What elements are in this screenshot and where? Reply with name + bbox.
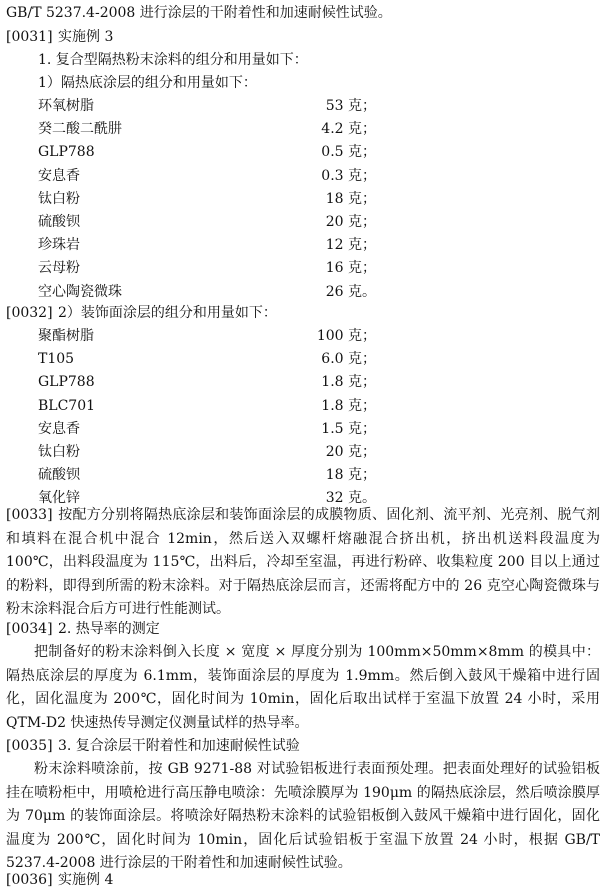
para-tag: [0032] bbox=[6, 305, 53, 321]
para-text: 按配方分别将隔热底涂层和装饰面涂层的成膜物质、固化剂、流平剂、光亮剂、脱气剂和填料在混合机中混合 12min，然后送入双螺杆熔融混合挤出机，挤出机送料段温度为 100℃，出料段温度为 115℃，出料后，冷却至室温，再进行粉碎、收集粒度 200 目以上通过的粉料，即得到所需的粉末涂料。对于隔热底涂层而言，还需将配方中的 26 克空心陶瓷微珠与粉末涂料混合后方可进行性能测试。 bbox=[6, 507, 600, 617]
top-continuation-line: GB/T 5237.4-2008 进行涂层的干附着性和加速耐候性试验。 bbox=[6, 5, 392, 21]
ingredient-amount: 0.5 克； bbox=[321, 144, 376, 161]
para-0034-text: 把制备好的粉末涂料倒入长度 × 宽度 × 厚度分别为 100mm×50mm×8mm 的模具中：隔热底涂层的厚度为 6.1mm，装饰面涂层的厚度为 1.9mm。然后倒入鼓风干燥箱中进行固化，固化温度为 200℃，固化时间为 10min，固化后取出试样于室温下放置 24 小时，采用 QTM-D2 快速热传导测定仪测量试样的热导率。 bbox=[6, 644, 600, 731]
para-tag: [0034] bbox=[6, 621, 53, 637]
ingredient-name: 珍珠岩 bbox=[38, 237, 80, 254]
example-title: 实施例 3 bbox=[58, 29, 114, 45]
ingredient-row bbox=[38, 141, 376, 163]
section-heading: 2. 热导率的测定 bbox=[58, 621, 160, 637]
example-title: 实施例 4 bbox=[58, 872, 114, 888]
para-0036-title-line bbox=[6, 869, 113, 891]
para-tag: [0031] bbox=[6, 29, 53, 45]
ingredient-name: 硫酸钡 bbox=[38, 214, 80, 230]
ingredient-row bbox=[38, 257, 376, 279]
ingredient-name: 氧化锌 bbox=[38, 490, 80, 507]
ingredient-row bbox=[38, 418, 376, 440]
ingredient-amount: 1.8 克； bbox=[321, 397, 376, 414]
ingredient-row bbox=[38, 395, 376, 417]
sub-heading: 2）装饰面涂层的组分和用量如下： bbox=[58, 305, 277, 321]
ingredient-name: 云母粉 bbox=[38, 260, 80, 277]
ingredient-name: 钛白粉 bbox=[38, 444, 80, 460]
ingredient-amount: 20 克； bbox=[325, 214, 376, 230]
para-0031-title-line bbox=[6, 26, 113, 48]
ingredient-amount: 53 克； bbox=[325, 98, 376, 114]
ingredient-name: GLP788 bbox=[38, 144, 95, 161]
section-heading: 1. 复合型隔热粉末涂料的组分和用量如下： bbox=[38, 52, 308, 68]
ingredient-name: 环氧树脂 bbox=[38, 98, 94, 114]
ingredient-name: BLC701 bbox=[38, 397, 96, 414]
para-0033 bbox=[6, 504, 600, 622]
ingredient-name: T105 bbox=[38, 351, 75, 368]
ingredient-name: 安息香 bbox=[38, 167, 80, 184]
para-tag: [0035] bbox=[6, 738, 53, 754]
ingredient-row bbox=[38, 211, 376, 233]
ingredient-amount: 18 克； bbox=[325, 467, 376, 484]
ingredient-row bbox=[38, 188, 376, 210]
ingredient-row bbox=[38, 281, 376, 303]
section-heading: 3. 复合涂层干附着性和加速耐候性试验 bbox=[58, 738, 300, 754]
sub-heading: 1）隔热底涂层的组分和用量如下： bbox=[38, 75, 257, 91]
ingredient-amount: 0.3 克； bbox=[321, 167, 376, 184]
para-0034-heading-line bbox=[6, 618, 160, 640]
ingredient-name: 癸二酸二酰肼 bbox=[38, 121, 122, 138]
ingredient-row bbox=[38, 441, 376, 463]
ingredient-amount: 6.0 克； bbox=[321, 351, 376, 368]
ingredient-amount: 18 克； bbox=[325, 190, 376, 207]
ingredient-amount: 12 克； bbox=[325, 237, 376, 254]
ingredient-amount: 32 克。 bbox=[325, 490, 376, 507]
ingredient-row bbox=[38, 234, 376, 256]
ingredient-amount: 16 克； bbox=[325, 260, 376, 277]
ingredient-row bbox=[38, 371, 376, 393]
ingredient-amount: 4.2 克； bbox=[321, 121, 376, 138]
ingredient-amount: 1.8 克； bbox=[321, 374, 376, 391]
ingredient-row bbox=[38, 325, 376, 347]
ingredient-name: 钛白粉 bbox=[38, 190, 80, 207]
ingredient-name: 硫酸钡 bbox=[38, 467, 80, 484]
ingredient-row bbox=[38, 118, 376, 140]
ingredient-name: 空心陶瓷微珠 bbox=[38, 283, 122, 300]
ingredient-row bbox=[38, 464, 376, 486]
para-0035-heading-line bbox=[6, 735, 300, 757]
ingredient-amount: 1.5 克； bbox=[321, 420, 376, 437]
ingredient-row bbox=[38, 348, 376, 370]
ingredient-amount: 26 克。 bbox=[325, 283, 376, 300]
para-0032-heading-line bbox=[6, 302, 277, 324]
ingredient-name: 安息香 bbox=[38, 420, 80, 437]
para-tag: [0033] bbox=[6, 507, 53, 523]
ingredient-name: GLP788 bbox=[38, 374, 95, 391]
ingredient-amount: 20 克； bbox=[325, 444, 376, 460]
ingredient-row bbox=[38, 165, 376, 187]
para-tag: [0036] bbox=[6, 872, 53, 888]
ingredient-row bbox=[38, 95, 376, 117]
para-0035-text: 粉末涂料喷涂前，按 GB 9271-88 对试验铝板进行表面预处理。把表面处理好的试验铝板挂在喷粉柜中，用喷枪进行高压静电喷涂：先喷涂膜厚为 190μm 的隔热底涂层，然后喷涂膜厚为 70μm 的装饰面涂层。将喷涂好隔热粉末涂料的试验铝板倒入鼓风干燥箱中进行固化，固化温度为 200℃，固化时间为 10min，固化后试验铝板于室温下放置 24 小时，根据 GB/T 5237.4-2008 进行涂层的干附着性和加速耐候性试验。 bbox=[6, 761, 600, 871]
ingredient-amount: 100 克； bbox=[316, 328, 376, 344]
ingredient-name: 聚酯树脂 bbox=[38, 328, 94, 344]
